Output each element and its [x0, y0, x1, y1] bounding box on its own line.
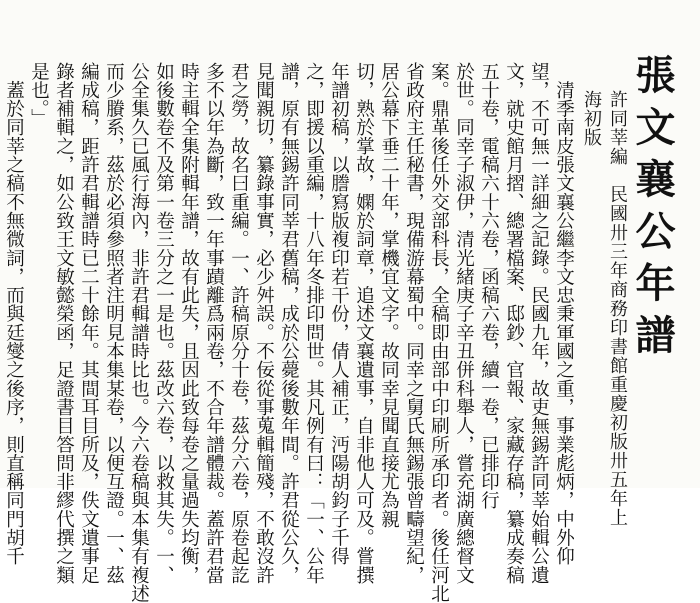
body-line: 是也。」	[28, 62, 50, 128]
document-title: 張文襄公年譜	[629, 54, 676, 366]
body-line: 時主輯全集附輯年譜，故有此失，且因此致每卷之量過失均衡，	[178, 62, 200, 585]
publisher-line: 海初版	[581, 90, 602, 147]
body-line: 多不以年為斷，致一年事蹟離爲兩卷，不合年譜體裁。蓋許君當	[203, 62, 225, 585]
body-line: 君之勞，故名曰重編。一、許稿原分十卷，茲分六卷，原卷起訖	[228, 62, 250, 585]
body-line: 省政府主任秘書，現備游幕蜀中。同幸之舅氏無錫張曾疇望紀，	[403, 62, 425, 585]
body-line: 於世。同幸子淑伊，清光緒庚子辛丑併科舉人，嘗充湖廣總督文	[453, 62, 475, 585]
body-line: 切，熟於掌故，嫻於詞章，追述文襄遺事，自非他人可及。嘗撰	[353, 62, 375, 585]
body-line: 之，即援以重編，十八年冬排印問世。其凡例有曰：「一、公年	[303, 62, 325, 585]
editor-publication-line: 許同莘編 民國卅三年商務印書館重慶初版卅五年上	[607, 90, 628, 527]
body-line: 而少賸系，茲於必須參照者注明見本集某卷，以便互證。一、茲	[103, 62, 125, 585]
body-line: 文，就史館月摺、總署檔案、邸鈔、官報、家藏存稿，纂成奏稿	[503, 62, 525, 585]
body-line: 望，不可無一詳細之記錄。民國九年，故吏無錫許同莘始輯公遺	[528, 62, 550, 585]
body-line: 公全集久已風行海內，非許君輯譜時比也。今六卷稿與本集有複述	[128, 62, 150, 603]
body-line: 年譜初稿，以謄寫版複印若干份，倩人補正，沔陽胡鈞子千得	[328, 62, 350, 566]
body-line: 見聞親切，纂錄事實，必少舛誤。不佞從事蒐輯簡殘，不敢沒許	[253, 62, 275, 585]
body-line: 錄者補輯之，如公致王文敏懿榮函，足證書目答問非繆代撰之類	[53, 62, 75, 585]
body-line: 五十卷，電稿六十六卷，函稿六卷，續一卷，已排印行	[478, 62, 500, 510]
body-line: 蓋於同莘之稿不無微詞，而與廷燮之後序，則直稱同門胡千	[3, 62, 25, 566]
body-line: 編成稿，距許君輯譜時已二十餘年。其間耳目所及，佚文遺事足	[78, 62, 100, 585]
body-line: 案。鼎革後任外交部科長，全稿即由部中印刷所承印者。後任河北	[428, 62, 450, 603]
body-line: 譜，原有無錫許同莘君舊稿，成於公薨後數年間。許君從公久，	[278, 62, 300, 585]
body-line: 清季南皮張文襄公繼李文忠秉軍國之重，事業彪炳，中外仰	[553, 62, 575, 566]
body-line: 居公幕下垂二十年，掌機宜文字。故同幸見聞直接尤為親	[378, 62, 400, 529]
body-line: 如後數卷不及第一卷三分之一是也。茲改六卷，以救其失。一、	[153, 62, 175, 585]
